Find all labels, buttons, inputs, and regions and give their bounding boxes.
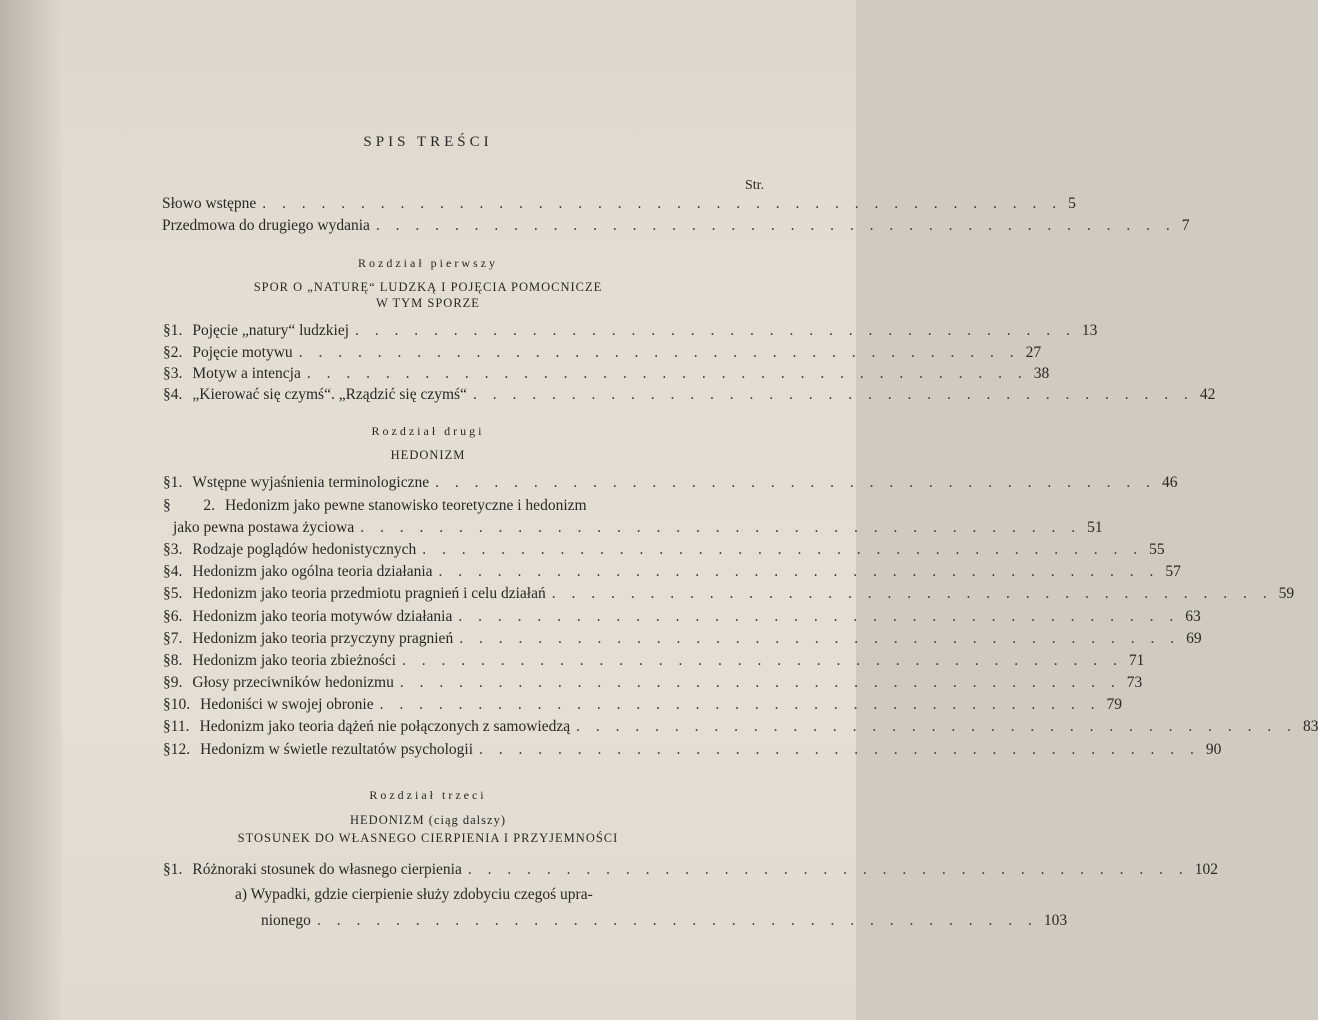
- dot-leader: . . . . . . . . . . . . . . . . . . . . . . . . . . . . . . . . . . . . .: [316, 912, 1038, 929]
- dot-leader: . . . . . . . . . . . . . . . . . . . . . . . . . . . . . . . . . . . . . . . . .: [262, 195, 1063, 212]
- entry-number: 8.: [170, 652, 183, 669]
- toc-entry: [163, 495, 799, 517]
- entry-page: 5: [1068, 195, 1076, 212]
- entry-page: 27: [1025, 344, 1042, 361]
- dot-leader: . . . . . . . . . . . . . . . . . . . . . . . . . . . . . . . . . . . . .: [459, 630, 1181, 647]
- toc-entry: [163, 672, 1143, 694]
- chapter-1-label: Rozdział pierwszy: [358, 256, 498, 270]
- dot-leader: . . . . . . . . . . . . . . . . . . . . . . . . . . . . . . . . . . . . .: [355, 322, 1076, 339]
- toc-entry: [163, 583, 1295, 605]
- section-sign: §: [163, 386, 171, 403]
- dot-leader: . . . . . . . . . . . . . . . . . . . . . . . . . . . . . . . . . . . . .: [435, 474, 1156, 491]
- dot-leader: . . . . . . . . . . . . . . . . . . . . . . . . . . . . . . . . . . . . .: [467, 861, 1189, 878]
- toc-entry: [163, 628, 1202, 650]
- section-sign: §: [163, 630, 171, 647]
- section-sign: §: [163, 497, 171, 514]
- entry-page: 103: [1043, 912, 1068, 929]
- entry-number: 1.: [170, 474, 183, 491]
- section-sign: §: [163, 344, 171, 361]
- section-sign: §: [163, 563, 171, 580]
- entry-number: 9.: [170, 674, 183, 691]
- entry-number: 10.: [170, 696, 191, 713]
- entry-text: Hedonizm jako teoria dążeń nie połączonych z samowiedzą: [199, 718, 571, 735]
- entry-page: 55: [1149, 541, 1165, 558]
- toc-entry: [163, 650, 1145, 672]
- entry-page: 90: [1205, 741, 1222, 758]
- entry-page: 59: [1278, 585, 1295, 602]
- entry-page: 46: [1161, 474, 1178, 491]
- toc-entry: [163, 859, 1218, 881]
- page-column-label: Str.: [745, 178, 765, 193]
- section-sign: §: [163, 718, 171, 735]
- entry-number: 11.: [170, 718, 190, 735]
- section-sign: §: [163, 474, 171, 491]
- entry-page: 79: [1106, 696, 1122, 713]
- entry-number: 6.: [170, 608, 183, 625]
- entry-text: Różnoraki stosunek do własnego cierpienia: [192, 861, 462, 878]
- toc-entry: [163, 739, 1222, 761]
- dot-leader: . . . . . . . . . . . . . . . . . . . . . . . . . . . . . . . . . . . . .: [551, 585, 1273, 602]
- section-sign: §: [163, 741, 171, 758]
- section-sign: §: [163, 585, 171, 602]
- entry-number: 2.: [170, 344, 183, 361]
- entry-text: Hedonizm jako ogólna teoria działania: [192, 563, 433, 580]
- entry-text: Rodzaje poglądów hedonistycznych: [192, 541, 417, 558]
- entry-text: Hedonizm jako teoria przyczyny pragnień: [192, 630, 454, 647]
- dot-leader: . . . . . . . . . . . . . . . . . . . . . . . . . . . . . . . . . . . . .: [298, 344, 1020, 361]
- entry-page: 69: [1186, 630, 1202, 647]
- entry-text: Pojęcie „natury“ ludzkiej: [192, 322, 350, 339]
- chapter-3-heading-line-2: STOSUNEK DO WŁASNEGO CIERPIENIA I PRZYJEMNOŚCI: [237, 831, 619, 845]
- page-title: SPIS TREŚCI: [363, 134, 493, 150]
- toc-entry: [163, 384, 1216, 406]
- entry-page: 102: [1194, 861, 1218, 878]
- entry-text: Przedmowa do drugiego wydania: [162, 217, 370, 234]
- dot-leader: . . . . . . . . . . . . . . . . . . . . . . . . . . . . . . . . . . . . .: [422, 541, 1144, 558]
- entry-page: 38: [1033, 365, 1050, 382]
- section-sign: §: [163, 608, 171, 625]
- entry-page: 7: [1181, 217, 1190, 234]
- entry-number: 5.: [170, 585, 183, 602]
- entry-text: jako pewna postawa życiowa: [173, 519, 355, 536]
- toc-entry: [163, 561, 1181, 583]
- chapter-1-heading-line-1: SPOR O „NATURĘ“ LUDZKĄ I POJĘCIA POMOCNICZE: [253, 280, 603, 294]
- entry-text: Motyw a intencja: [192, 365, 301, 382]
- entry-number: 3.: [170, 541, 183, 558]
- section-sign: §: [163, 696, 171, 713]
- entry-number: 2.: [203, 497, 215, 514]
- toc-entry: [163, 716, 1318, 738]
- dot-leader: . . . . . . . . . . . . . . . . . . . . . . . . . . . . . . . . . . . . .: [472, 386, 1194, 403]
- entry-number: 1.: [170, 861, 183, 878]
- section-sign: §: [163, 365, 171, 382]
- section-sign: §: [163, 652, 171, 669]
- entry-text: Hedonizm jako teoria zbieżności: [192, 652, 396, 669]
- section-sign: §: [163, 541, 171, 558]
- entry-text: Wypadki, gdzie cierpienie służy zdobyciu czegoś upra-: [250, 886, 593, 903]
- toc-entry-foreword: [162, 193, 1076, 215]
- entry-page: 57: [1165, 563, 1181, 580]
- entry-number: a): [235, 886, 248, 903]
- entry-text: nionego: [261, 912, 311, 929]
- toc-entry: [163, 363, 1050, 385]
- entry-text: Hedonizm jako pewne stanowisko teoretyczne i hedonizm: [225, 497, 587, 514]
- dot-leader: . . . . . . . . . . . . . . . . . . . . . . . . . . . . . . . . . . . . .: [479, 741, 1200, 758]
- entry-number: 4.: [170, 563, 183, 580]
- entry-page: 51: [1087, 519, 1103, 536]
- entry-page: 73: [1126, 674, 1143, 691]
- dot-leader: . . . . . . . . . . . . . . . . . . . . . . . . . . . . . . . . . . . . .: [379, 696, 1101, 713]
- entry-page: 13: [1081, 322, 1098, 339]
- entry-number: 1.: [170, 322, 183, 339]
- toc-subentry-continuation: [261, 910, 1068, 932]
- entry-number: 4.: [170, 386, 183, 403]
- entry-text: Hedonizm jako teoria motywów działania: [192, 608, 453, 625]
- toc-entry: [163, 342, 1042, 364]
- entry-text: „Kierować się czymś“. „Rządzić się czymś“: [192, 386, 467, 403]
- chapter-3-heading-line-1: HEDONIZM (ciąg dalszy): [350, 813, 506, 827]
- chapter-3-label: Rozdział trzeci: [369, 788, 487, 802]
- section-sign: §: [163, 674, 171, 691]
- entry-page: 42: [1199, 386, 1216, 403]
- toc-entry: [163, 539, 1165, 561]
- entry-page: 71: [1128, 652, 1145, 669]
- toc-subentry: [235, 884, 593, 906]
- chapter-1-heading-line-2: W TYM SPORZE: [376, 296, 480, 310]
- entry-page: 63: [1185, 608, 1201, 625]
- chapter-2-heading: HEDONIZM: [390, 448, 466, 462]
- section-sign: §: [163, 861, 171, 878]
- dot-leader: . . . . . . . . . . . . . . . . . . . . . . . . . . . . . . . . . . . . .: [458, 608, 1180, 625]
- entry-number: 3.: [170, 365, 183, 382]
- toc-entry: [163, 606, 1201, 628]
- toc-entry-preface-second-edition: [162, 215, 1190, 237]
- dot-leader: . . . . . . . . . . . . . . . . . . . . . . . . . . . . . . . . . . . . .: [438, 563, 1160, 580]
- entry-text: Pojęcie motywu: [192, 344, 293, 361]
- toc-entry: [163, 472, 1178, 494]
- dot-leader: . . . . . . . . . . . . . . . . . . . . . . . . . . . . . . . . . . . . . . . . .: [375, 217, 1176, 234]
- entry-text: Hedonizm jako teoria przedmiotu pragnień i celu działań: [192, 585, 546, 602]
- entry-text: Słowo wstępne: [162, 195, 257, 212]
- entry-text: Głosy przeciwników hedonizmu: [192, 674, 394, 691]
- dot-leader: . . . . . . . . . . . . . . . . . . . . . . . . . . . . . . . . . . . . .: [401, 652, 1123, 669]
- entry-page: 83: [1302, 718, 1318, 735]
- entry-number: 12.: [170, 741, 191, 758]
- entry-number: 7.: [170, 630, 183, 647]
- toc-entry: [163, 694, 1122, 716]
- toc-entry-continuation: [163, 517, 1103, 539]
- entry-text: Wstępne wyjaśnienia terminologiczne: [192, 474, 430, 491]
- entry-text: Hedonizm w świetle rezultatów psychologii: [200, 741, 474, 758]
- dot-leader: . . . . . . . . . . . . . . . . . . . . . . . . . . . . . . . . . . . . .: [399, 674, 1121, 691]
- chapter-2-label: Rozdział drugi: [371, 424, 485, 438]
- section-sign: §: [163, 322, 171, 339]
- dot-leader: . . . . . . . . . . . . . . . . . . . . . . . . . . . . . . . . . . . . .: [576, 718, 1297, 735]
- toc-entry: [163, 320, 1098, 342]
- dot-leader: . . . . . . . . . . . . . . . . . . . . . . . . . . . . . . . . . . . . .: [306, 365, 1028, 382]
- entry-text: Hedoniści w swojej obronie: [200, 696, 374, 713]
- dot-leader: . . . . . . . . . . . . . . . . . . . . . . . . . . . . . . . . . . . . .: [360, 519, 1082, 536]
